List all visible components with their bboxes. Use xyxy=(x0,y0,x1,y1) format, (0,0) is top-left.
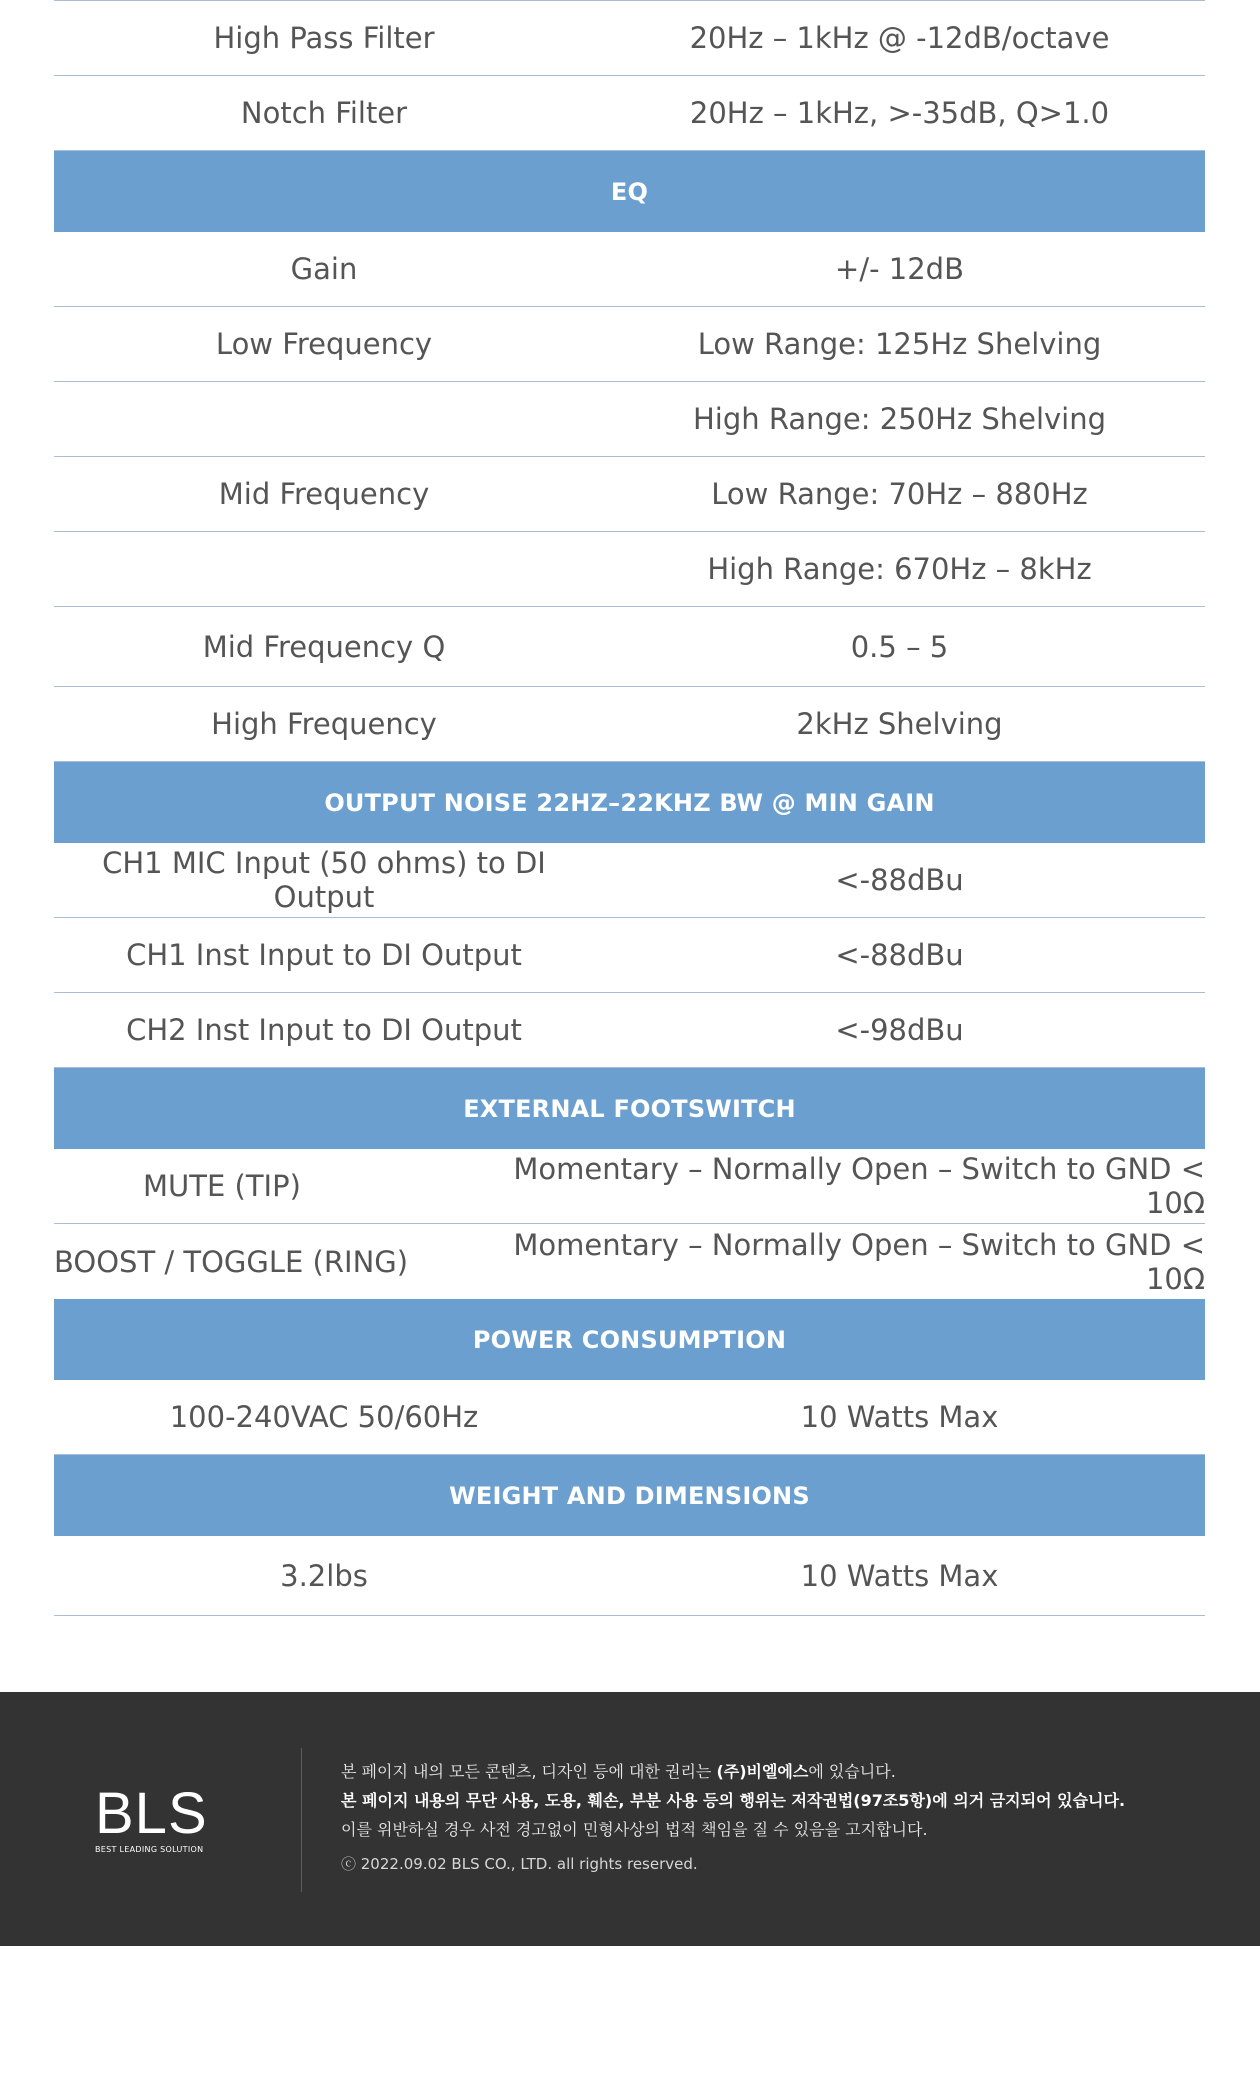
spec-row-ch1-mic xyxy=(54,843,1205,918)
spec-value: High Range: 670Hz – 8kHz xyxy=(707,552,1092,586)
logo-wordmark: BLS xyxy=(95,1781,208,1846)
spec-row-low-frequency-high-range xyxy=(54,382,1205,457)
company-name: (주)비엘에스 xyxy=(716,1762,809,1781)
spec-value: <-98dBu xyxy=(835,1013,964,1047)
spec-row-ch2-inst xyxy=(54,993,1205,1068)
spec-row-mid-frequency-high-range xyxy=(54,532,1205,607)
spec-value: 20Hz – 1kHz, >-35dB, Q>1.0 xyxy=(689,96,1110,130)
spec-label: Mid Frequency xyxy=(218,477,430,511)
spec-label: Gain xyxy=(290,252,358,286)
spec-value: 2kHz Shelving xyxy=(796,707,1003,741)
spec-row-weight xyxy=(54,1536,1205,1616)
spec-value: High Range: 250Hz Shelving xyxy=(692,402,1107,436)
spec-label: CH1 Inst Input to DI Output xyxy=(126,938,522,972)
spec-row-mute-tip xyxy=(54,1149,1205,1224)
spec-value: 0.5 – 5 xyxy=(850,629,949,664)
spec-row-power xyxy=(54,1380,1205,1455)
notice-line-1 xyxy=(341,1757,1125,1786)
section-header-footswitch: EXTERNAL FOOTSWITCH xyxy=(54,1068,1205,1149)
spec-label: Mid Frequency Q xyxy=(202,629,446,664)
spec-label: CH1 MIC Input (50 ohms) to DI Output xyxy=(102,846,546,914)
notice-text: 에 있습니다. xyxy=(808,1762,896,1781)
spec-label: BOOST / TOGGLE (RING) xyxy=(54,1244,409,1279)
spec-row-ch1-inst xyxy=(54,918,1205,993)
spec-table xyxy=(54,0,1205,1616)
spec-label: CH2 Inst Input to DI Output xyxy=(126,1013,522,1047)
spec-row-high-pass xyxy=(54,0,1205,76)
spec-row-gain xyxy=(54,232,1205,307)
spec-label: High Pass Filter xyxy=(213,21,435,55)
notice-text: 본 페이지 내의 모든 콘텐츠, 디자인 등에 대한 권리는 xyxy=(341,1762,717,1781)
section-header-eq: EQ xyxy=(54,151,1205,232)
logo-tagline: BEST LEADING SOLUTION xyxy=(95,1845,204,1854)
spec-value: 10 Watts Max xyxy=(800,1400,999,1434)
spec-value: 20Hz – 1kHz @ -12dB/octave xyxy=(689,21,1110,55)
spec-row-mid-frequency xyxy=(54,457,1205,532)
spec-value: +/- 12dB xyxy=(835,252,964,286)
spec-value: Momentary – Normally Open – Switch to GND < 10Ω xyxy=(513,1152,1205,1220)
section-header-weight: WEIGHT AND DIMENSIONS xyxy=(54,1455,1205,1536)
section-header-power: POWER CONSUMPTION xyxy=(54,1299,1205,1380)
spec-value: <-88dBu xyxy=(835,938,964,972)
spec-value: Low Range: 125Hz Shelving xyxy=(697,327,1102,361)
spec-label: High Frequency xyxy=(211,707,437,741)
spec-value: 10 Watts Max xyxy=(800,1558,999,1593)
spec-label: 100-240VAC 50/60Hz xyxy=(169,1400,479,1434)
footer-divider xyxy=(301,1748,302,1892)
spec-label: Notch Filter xyxy=(240,96,408,130)
site-footer xyxy=(0,1692,1260,1946)
footer-notice xyxy=(341,1757,1125,1879)
spec-row-high-frequency xyxy=(54,687,1205,762)
bls-logo xyxy=(95,1781,208,1854)
spec-row-notch xyxy=(54,76,1205,151)
spec-row-boost-toggle xyxy=(54,1224,1205,1299)
spec-value: <-88dBu xyxy=(835,863,964,897)
notice-line-2: 본 페이지 내용의 무단 사용, 도용, 훼손, 부분 사용 등의 행위는 저작권법(97조5항)에 의거 금지되어 있습니다. xyxy=(341,1791,1126,1810)
spec-row-mid-frequency-q xyxy=(54,607,1205,687)
section-header-output-noise: OUTPUT NOISE 22HZ–22KHZ BW @ MIN GAIN xyxy=(54,762,1205,843)
spec-label: 3.2lbs xyxy=(280,1558,368,1593)
notice-line-3: 이를 위반하실 경우 사전 경고없이 민형사상의 법적 책임을 질 수 있음을 고지합니다. xyxy=(341,1820,928,1839)
copyright: ⓒ 2022.09.02 BLS CO., LTD. all rights reserved. xyxy=(341,1855,698,1873)
spec-row-low-frequency xyxy=(54,307,1205,382)
spec-value: Low Range: 70Hz – 880Hz xyxy=(711,477,1088,511)
spec-label: Low Frequency xyxy=(215,327,433,361)
spec-value: Momentary – Normally Open – Switch to GND < 10Ω xyxy=(513,1227,1205,1296)
spec-label: MUTE (TIP) xyxy=(143,1169,301,1203)
